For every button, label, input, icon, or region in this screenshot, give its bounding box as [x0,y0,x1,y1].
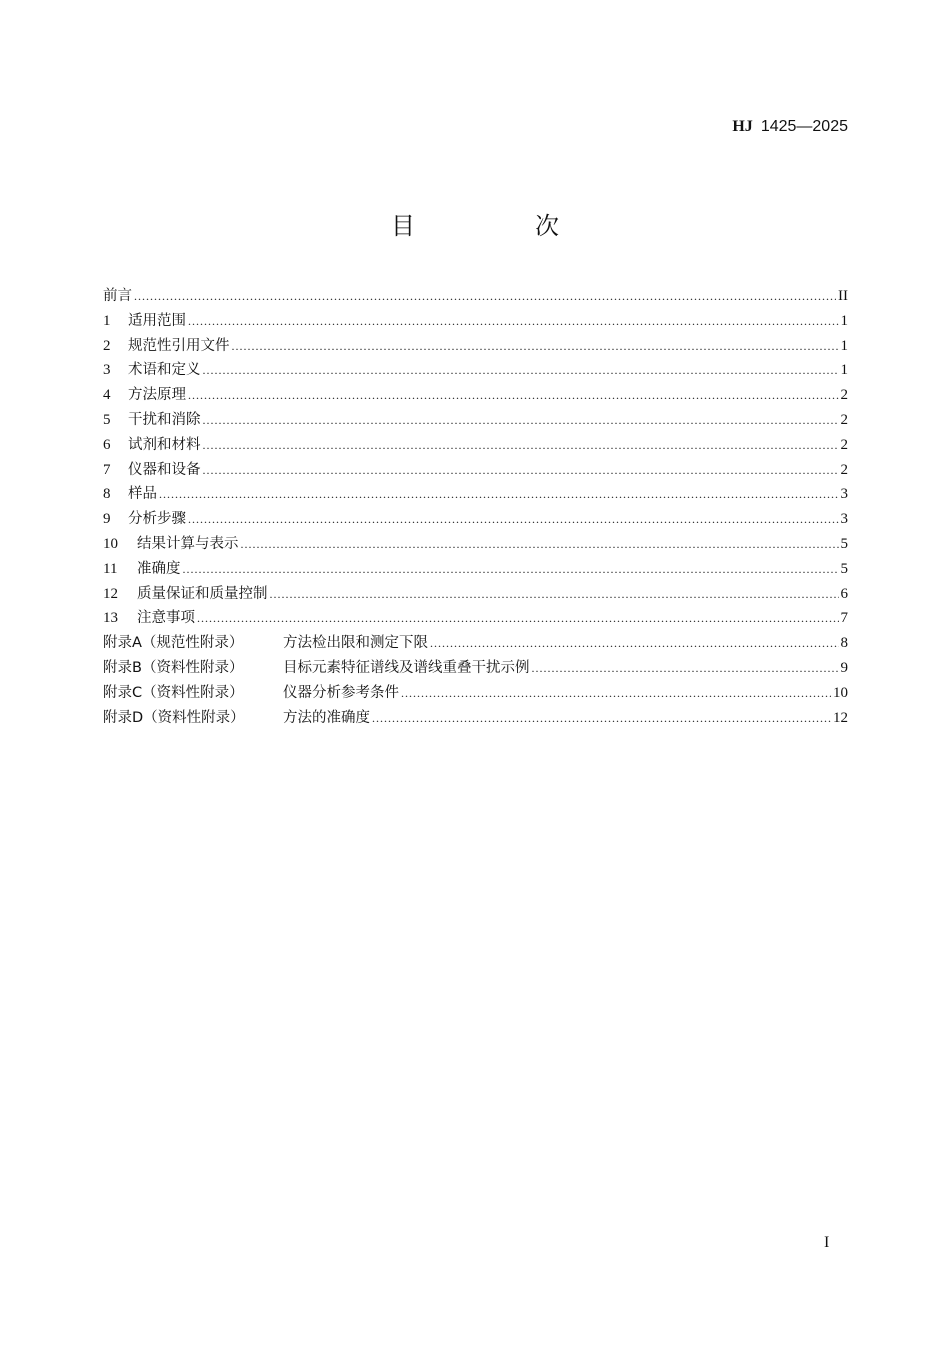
toc-entry-page: 5 [840,560,848,577]
toc-entry-title: 注意事项 [137,610,195,627]
toc-entry-6[interactable] [103,433,848,458]
dot-leader [134,284,836,309]
toc-entry-page: 10 [833,684,848,701]
page-number: I [824,1234,830,1251]
toc-entry-page: 9 [840,659,848,676]
toc-entry-page: 7 [840,610,848,627]
toc-entry-title: 方法的准确度 [283,709,370,726]
dot-leader [232,334,839,359]
toc-title: 目 次 [391,212,607,240]
toc-entry-title: 术语和定义 [128,362,201,379]
dot-leader [188,507,839,532]
dot-leader [188,309,839,334]
toc-entry-title: 试剂和材料 [128,436,201,453]
toc-entry-title: 前言 [103,288,132,304]
toc-entry-page: 8 [840,635,848,652]
toc-entry-number: 8 [103,486,111,503]
toc-entry-appendix-a[interactable] [103,631,848,656]
toc-entry-title: 适用范围 [128,312,186,329]
dot-leader [159,482,839,507]
standard-number: 1425—2025 [760,118,848,135]
toc-entry-number: 9 [103,511,111,528]
toc-entry-title: 质量保证和质量控制 [137,585,268,602]
toc-entry-page: 2 [840,461,848,478]
dot-leader [203,458,839,483]
toc-entry-page: 6 [840,585,848,602]
dot-leader [241,532,839,557]
dot-leader [372,706,831,731]
toc-entry-page: 1 [840,337,848,354]
toc-entry-3[interactable] [103,358,848,383]
toc-entry-5[interactable] [103,408,848,433]
dot-leader [183,557,839,582]
toc-entry-4[interactable] [103,383,848,408]
toc-entry-page: 1 [840,312,848,329]
toc-entry-7[interactable] [103,458,848,483]
toc-entry-9[interactable] [103,507,848,532]
toc-entry-title: 方法检出限和测定下限 [283,635,428,652]
dot-leader [203,433,839,458]
appendix-label: 附录A（规范性附录） [103,635,244,652]
dot-leader [532,656,839,681]
appendix-label: 附录B（资料性附录） [103,659,244,676]
toc-entry-title: 结果计算与表示 [137,535,239,552]
toc-entry-appendix-d[interactable] [103,706,848,731]
toc-entry-title: 干扰和消除 [128,411,201,428]
toc-entry-11[interactable] [103,557,848,582]
toc-entry-page: 12 [833,709,848,726]
appendix-label: 附录D（资料性附录） [103,709,245,726]
toc-entry-number: 1 [103,312,111,329]
dot-leader [270,582,839,607]
toc-entry-number: 5 [103,411,111,428]
toc-entry-number: 7 [103,461,111,478]
toc-entry-page: 1 [840,362,848,379]
dot-leader [430,631,839,656]
toc-entry-page: 2 [840,411,848,428]
toc-entry-page: 2 [840,436,848,453]
toc-entry-10[interactable] [103,532,848,557]
dot-leader [401,681,831,706]
toc-entry-number: 11 [103,560,118,577]
toc-entry-title: 规范性引用文件 [128,337,230,354]
toc-entry-number: 4 [103,387,111,404]
toc-entry-title: 方法原理 [128,387,186,404]
toc-entry-title: 样品 [128,486,157,503]
toc-entry-number: 2 [103,337,111,354]
toc-entry-page: II [838,288,848,304]
dot-leader [203,358,839,383]
toc-entry-foreword[interactable] [103,284,848,309]
toc-entry-title: 分析步骤 [128,511,186,528]
toc-entry-title: 仪器和设备 [128,461,201,478]
toc-entry-title: 仪器分析参考条件 [283,684,399,701]
toc-entry-number: 10 [103,535,118,552]
toc-entry-title: 目标元素特征谱线及谱线重叠干扰示例 [283,659,530,676]
toc-entry-12[interactable] [103,582,848,607]
toc-entry-page: 3 [840,486,848,503]
dot-leader [203,408,839,433]
standard-prefix: HJ [732,118,753,135]
toc-entry-1[interactable] [103,309,848,334]
toc-entry-number: 12 [103,585,118,602]
toc-entry-number: 3 [103,362,111,379]
toc-entry-13[interactable] [103,606,848,631]
toc-entry-number: 13 [103,610,118,627]
toc-entry-page: 5 [840,535,848,552]
toc-entry-number: 6 [103,436,111,453]
dot-leader [188,383,839,408]
toc-entry-page: 3 [840,511,848,528]
table-of-contents [103,284,848,730]
toc-entry-2[interactable] [103,334,848,359]
toc-entry-appendix-b[interactable] [103,656,848,681]
toc-entry-page: 2 [840,387,848,404]
standard-code [732,116,848,136]
toc-entry-appendix-c[interactable] [103,681,848,706]
toc-entry-title: 准确度 [137,560,181,577]
toc-entry-8[interactable] [103,482,848,507]
appendix-label: 附录C（资料性附录） [103,684,244,701]
dot-leader [197,606,839,631]
